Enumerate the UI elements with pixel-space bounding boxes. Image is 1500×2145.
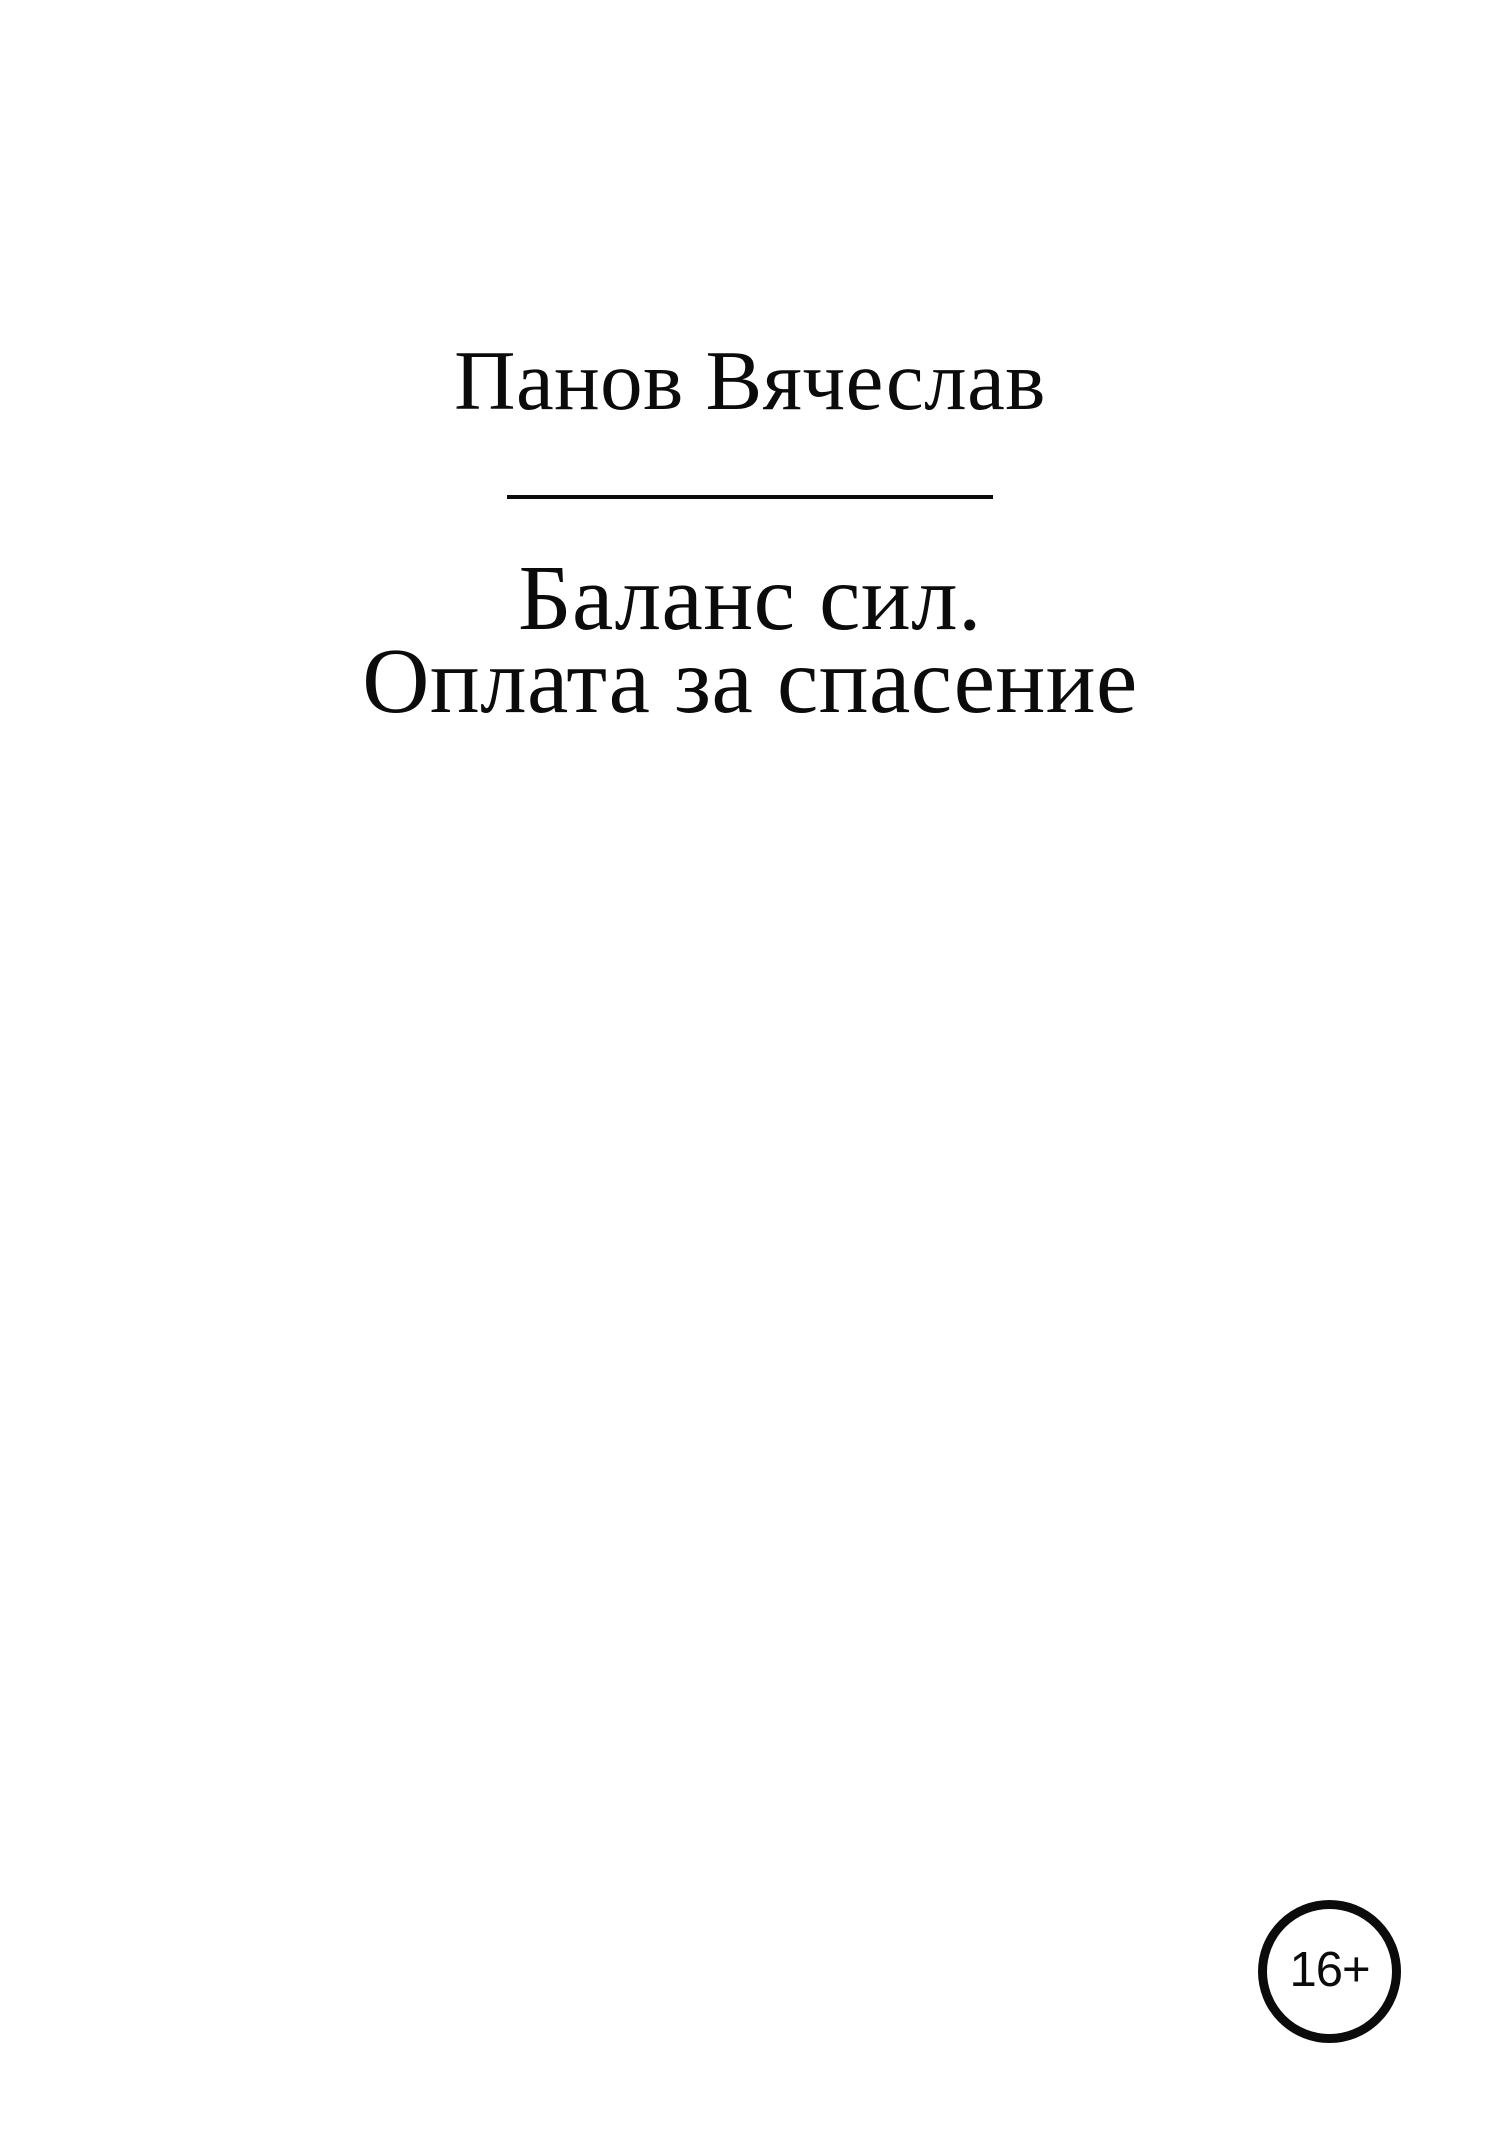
author-name: Панов Вячеслав [454,334,1046,428]
title-divider-rule [507,495,993,499]
age-rating-badge [1258,1900,1401,2043]
age-rating-label: 16+ [1289,1943,1370,1997]
book-title-line-1: Баланс сил. [518,547,982,650]
book-title [0,547,1500,733]
book-title-line-2: Оплата за спасение [362,630,1138,733]
